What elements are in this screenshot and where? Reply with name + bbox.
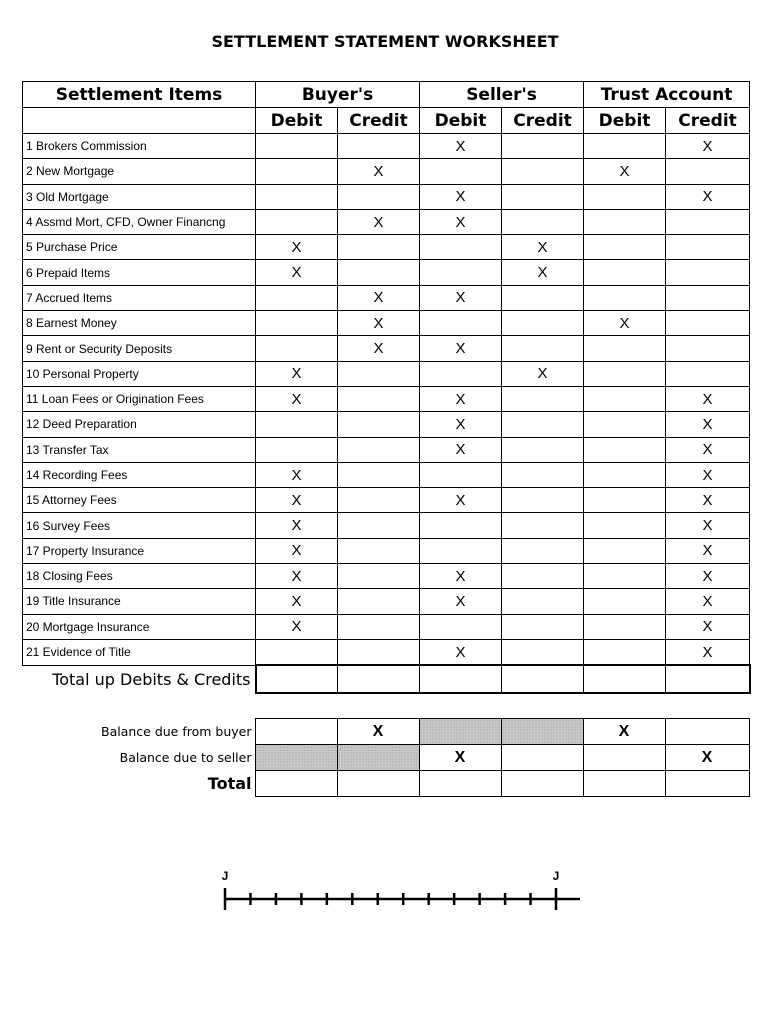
settlement-item-label: 10 Personal Property — [23, 361, 256, 386]
trust-credit-cell: X — [666, 639, 750, 665]
trust-debit-cell — [584, 462, 666, 487]
buyer-credit-cell: X — [338, 159, 420, 184]
buyer-credit-cell — [338, 513, 420, 538]
buyer-credit-cell — [338, 589, 420, 614]
buyer-credit-cell: X — [338, 285, 420, 310]
buyer-debit-cell: X — [256, 386, 338, 411]
seller-debit-cell: X — [420, 386, 502, 411]
settlement-item-label: 9 Rent or Security Deposits — [23, 336, 256, 361]
trust-credit-cell: X — [666, 412, 750, 437]
seller-credit-cell — [502, 184, 584, 209]
seller-credit-cell — [502, 437, 584, 462]
settlement-item-label: 15 Attorney Fees — [23, 488, 256, 513]
trust-credit-cell — [666, 209, 750, 234]
trust-credit-cell: X — [666, 564, 750, 589]
buyer-debit-cell: X — [256, 462, 338, 487]
table-row — [23, 184, 750, 209]
seller-credit-balance-cell — [501, 719, 583, 745]
buyer-debit-cell — [256, 134, 338, 159]
trust-credit-cell — [666, 260, 750, 285]
buyer-credit-cell — [338, 462, 420, 487]
trust-credit-total-cell[interactable] — [666, 665, 750, 693]
trust-credit-cell: X — [666, 488, 750, 513]
trust-credit-cell: X — [666, 538, 750, 563]
seller-credit-header: Credit — [502, 108, 584, 134]
buyer-credit-cell — [338, 260, 420, 285]
buyer-credit-balance-cell: X — [337, 719, 419, 745]
seller-debit-cell: X — [420, 336, 502, 361]
buyer-debit-cell: X — [256, 513, 338, 538]
table-row — [23, 134, 750, 159]
seller-credit-cell — [502, 386, 584, 411]
table-row — [23, 589, 750, 614]
seller-debit-cell — [420, 538, 502, 563]
seller-credit-cell — [502, 639, 584, 665]
trust-debit-balance-cell: X — [583, 719, 665, 745]
trust-debit-cell — [584, 564, 666, 589]
buyer-debit-cell: X — [256, 488, 338, 513]
seller-credit-cell — [502, 614, 584, 639]
seller-debit-cell — [420, 260, 502, 285]
balance-row — [22, 745, 749, 771]
table-row — [23, 488, 750, 513]
buyer-credit-cell — [338, 235, 420, 260]
table-row — [23, 564, 750, 589]
trust-debit-cell: X — [584, 159, 666, 184]
trust-credit-cell — [666, 336, 750, 361]
trust-debit-cell — [584, 488, 666, 513]
total-debits-credits-label: Total up Debits & Credits — [52, 669, 251, 689]
timeline-end-label: J — [552, 869, 560, 883]
trust-credit-cell: X — [666, 386, 750, 411]
balance-table — [22, 718, 750, 797]
settlement-item-label: 3 Old Mortgage — [23, 184, 256, 209]
page-title: SETTLEMENT STATEMENT WORKSHEET — [211, 32, 559, 51]
grand-total-row — [22, 771, 749, 797]
seller-debit-cell: X — [420, 285, 502, 310]
trust-credit-cell: X — [666, 614, 750, 639]
seller-debit-cell — [420, 614, 502, 639]
trust-account-header: Trust Account — [584, 82, 750, 108]
trust-credit-balance-cell: X — [665, 745, 749, 771]
buyer-credit-cell — [338, 488, 420, 513]
table-row — [23, 639, 750, 665]
seller-debit-cell — [420, 235, 502, 260]
trust-credit-cell: X — [666, 513, 750, 538]
settlement-item-label: 7 Accrued Items — [23, 285, 256, 310]
trust-credit-header: Credit — [666, 108, 750, 134]
settlement-item-label: 17 Property Insurance — [23, 538, 256, 563]
buyer-credit-cell — [338, 639, 420, 665]
table-row — [23, 386, 750, 411]
seller-credit-cell: X — [502, 235, 584, 260]
seller-credit-cell: X — [502, 361, 584, 386]
table-row — [23, 437, 750, 462]
seller-credit-cell — [502, 311, 584, 336]
buyer-debit-cell — [256, 437, 338, 462]
buyer-debit-cell — [256, 311, 338, 336]
seller-credit-total-cell[interactable] — [502, 665, 584, 693]
buyer-credit-cell — [338, 564, 420, 589]
buyer-debit-cell: X — [256, 538, 338, 563]
trust-debit-cell — [584, 639, 666, 665]
seller-credit-cell — [502, 513, 584, 538]
seller-credit-cell — [502, 336, 584, 361]
table-row — [23, 614, 750, 639]
settlement-item-label: 19 Title Insurance — [23, 589, 256, 614]
table-row — [23, 538, 750, 563]
settlement-item-label: 13 Transfer Tax — [23, 437, 256, 462]
total-row — [23, 665, 750, 693]
table-row — [23, 159, 750, 184]
buyers-header: Buyer's — [256, 82, 420, 108]
buyer-debit-cell — [256, 285, 338, 310]
settlement-item-label: 21 Evidence of Title — [23, 639, 256, 665]
trust-credit-cell: X — [666, 184, 750, 209]
balance-row — [22, 719, 749, 745]
timeline-diagram — [218, 866, 588, 916]
seller-credit-balance-cell — [501, 745, 583, 771]
header-spacer — [23, 108, 256, 134]
buyer-credit-cell — [338, 361, 420, 386]
trust-debit-cell — [584, 285, 666, 310]
buyer-debit-cell: X — [256, 564, 338, 589]
settlement-item-label: 8 Earnest Money — [23, 311, 256, 336]
settlement-item-label: 20 Mortgage Insurance — [23, 614, 256, 639]
buyer-debit-balance-cell — [255, 745, 337, 771]
table-row — [23, 336, 750, 361]
buyer-debit-cell — [256, 412, 338, 437]
settlement-item-label: 12 Deed Preparation — [23, 412, 256, 437]
buyer-debit-cell: X — [256, 589, 338, 614]
settlement-item-label: 14 Recording Fees — [23, 462, 256, 487]
trust-debit-balance-cell — [583, 745, 665, 771]
buyer-credit-balance-cell — [337, 745, 419, 771]
table-row — [23, 285, 750, 310]
buyer-credit-cell — [338, 412, 420, 437]
seller-debit-cell: X — [420, 437, 502, 462]
buyer-credit-cell — [338, 437, 420, 462]
seller-credit-grand-total-cell[interactable] — [501, 771, 583, 797]
seller-credit-cell — [502, 564, 584, 589]
buyer-credit-cell — [338, 134, 420, 159]
buyer-debit-total-cell[interactable] — [256, 665, 338, 693]
trust-debit-cell — [584, 209, 666, 234]
buyer-credit-cell — [338, 538, 420, 563]
table-row — [23, 260, 750, 285]
seller-credit-cell — [502, 159, 584, 184]
trust-debit-cell — [584, 386, 666, 411]
trust-credit-cell — [666, 285, 750, 310]
seller-debit-total-cell[interactable] — [420, 665, 502, 693]
trust-debit-cell — [584, 184, 666, 209]
seller-debit-cell — [420, 361, 502, 386]
table-row — [23, 361, 750, 386]
buyer-debit-cell: X — [256, 260, 338, 285]
table-row — [23, 311, 750, 336]
settlement-items-header: Settlement Items — [23, 82, 256, 108]
table-row — [23, 462, 750, 487]
trust-debit-cell — [584, 134, 666, 159]
table-row — [23, 513, 750, 538]
seller-debit-cell — [420, 462, 502, 487]
trust-debit-grand-total-cell[interactable] — [583, 771, 665, 797]
buyer-credit-total-cell[interactable] — [338, 665, 420, 693]
seller-debit-cell: X — [420, 209, 502, 234]
buyer-credit-cell — [338, 614, 420, 639]
buyer-credit-cell: X — [338, 209, 420, 234]
seller-debit-balance-cell: X — [419, 745, 501, 771]
seller-debit-cell: X — [420, 639, 502, 665]
settlement-item-label: 5 Purchase Price — [23, 235, 256, 260]
seller-credit-cell — [502, 285, 584, 310]
table-row — [23, 412, 750, 437]
trust-debit-cell — [584, 361, 666, 386]
buyer-credit-cell — [338, 184, 420, 209]
trust-debit-cell — [584, 589, 666, 614]
seller-credit-cell: X — [502, 260, 584, 285]
trust-debit-cell — [584, 538, 666, 563]
seller-credit-cell — [502, 538, 584, 563]
settlement-item-label: 11 Loan Fees or Origination Fees — [23, 386, 256, 411]
seller-debit-grand-total-cell[interactable] — [419, 771, 501, 797]
buyer-debit-balance-cell — [255, 719, 337, 745]
settlement-item-label: 2 New Mortgage — [23, 159, 256, 184]
total-label: Total — [207, 774, 252, 793]
seller-credit-cell — [502, 134, 584, 159]
seller-debit-cell: X — [420, 488, 502, 513]
table-row — [23, 209, 750, 234]
seller-debit-cell — [420, 159, 502, 184]
balance-label: Balance due from buyer — [101, 724, 252, 739]
buyer-debit-cell — [256, 209, 338, 234]
settlement-item-label: 18 Closing Fees — [23, 564, 256, 589]
trust-credit-cell — [666, 159, 750, 184]
buyer-debit-header: Debit — [256, 108, 338, 134]
buyer-debit-cell: X — [256, 235, 338, 260]
trust-credit-cell — [666, 311, 750, 336]
buyer-debit-cell — [256, 336, 338, 361]
buyer-credit-cell: X — [338, 311, 420, 336]
buyer-debit-cell — [256, 184, 338, 209]
buyer-credit-cell — [338, 386, 420, 411]
seller-debit-cell: X — [420, 184, 502, 209]
trust-debit-header: Debit — [584, 108, 666, 134]
settlement-item-label: 1 Brokers Commission — [23, 134, 256, 159]
settlement-item-label: 4 Assmd Mort, CFD, Owner Financng — [23, 209, 256, 234]
settlement-table — [22, 81, 751, 694]
trust-debit-cell — [584, 260, 666, 285]
seller-debit-cell: X — [420, 134, 502, 159]
sellers-header: Seller's — [420, 82, 584, 108]
trust-debit-cell — [584, 513, 666, 538]
buyer-debit-cell — [256, 159, 338, 184]
trust-debit-cell: X — [584, 311, 666, 336]
seller-debit-cell — [420, 513, 502, 538]
trust-debit-cell — [584, 336, 666, 361]
trust-debit-cell — [584, 412, 666, 437]
buyer-debit-cell — [256, 639, 338, 665]
settlement-item-label: 6 Prepaid Items — [23, 260, 256, 285]
seller-debit-balance-cell — [419, 719, 501, 745]
trust-debit-cell — [584, 235, 666, 260]
seller-credit-cell — [502, 209, 584, 234]
seller-debit-cell: X — [420, 589, 502, 614]
buyer-debit-cell: X — [256, 361, 338, 386]
trust-credit-cell: X — [666, 437, 750, 462]
settlement-item-label: 16 Survey Fees — [23, 513, 256, 538]
trust-debit-cell — [584, 437, 666, 462]
trust-credit-cell: X — [666, 589, 750, 614]
seller-debit-cell: X — [420, 564, 502, 589]
seller-debit-cell: X — [420, 412, 502, 437]
trust-debit-total-cell[interactable] — [584, 665, 666, 693]
seller-debit-header: Debit — [420, 108, 502, 134]
trust-debit-cell — [584, 614, 666, 639]
buyer-debit-grand-total-cell[interactable] — [255, 771, 337, 797]
seller-credit-cell — [502, 462, 584, 487]
seller-credit-cell — [502, 589, 584, 614]
trust-credit-cell: X — [666, 462, 750, 487]
trust-credit-grand-total-cell[interactable] — [665, 771, 749, 797]
seller-debit-cell — [420, 311, 502, 336]
trust-credit-balance-cell — [665, 719, 749, 745]
seller-credit-cell — [502, 488, 584, 513]
table-row — [23, 235, 750, 260]
timeline-start-label: J — [221, 869, 229, 883]
buyer-credit-cell: X — [338, 336, 420, 361]
trust-credit-cell — [666, 235, 750, 260]
balance-label: Balance due to seller — [119, 750, 252, 765]
seller-credit-cell — [502, 412, 584, 437]
trust-credit-cell — [666, 361, 750, 386]
buyer-debit-cell: X — [256, 614, 338, 639]
buyer-credit-header: Credit — [338, 108, 420, 134]
buyer-credit-grand-total-cell[interactable] — [337, 771, 419, 797]
trust-credit-cell: X — [666, 134, 750, 159]
